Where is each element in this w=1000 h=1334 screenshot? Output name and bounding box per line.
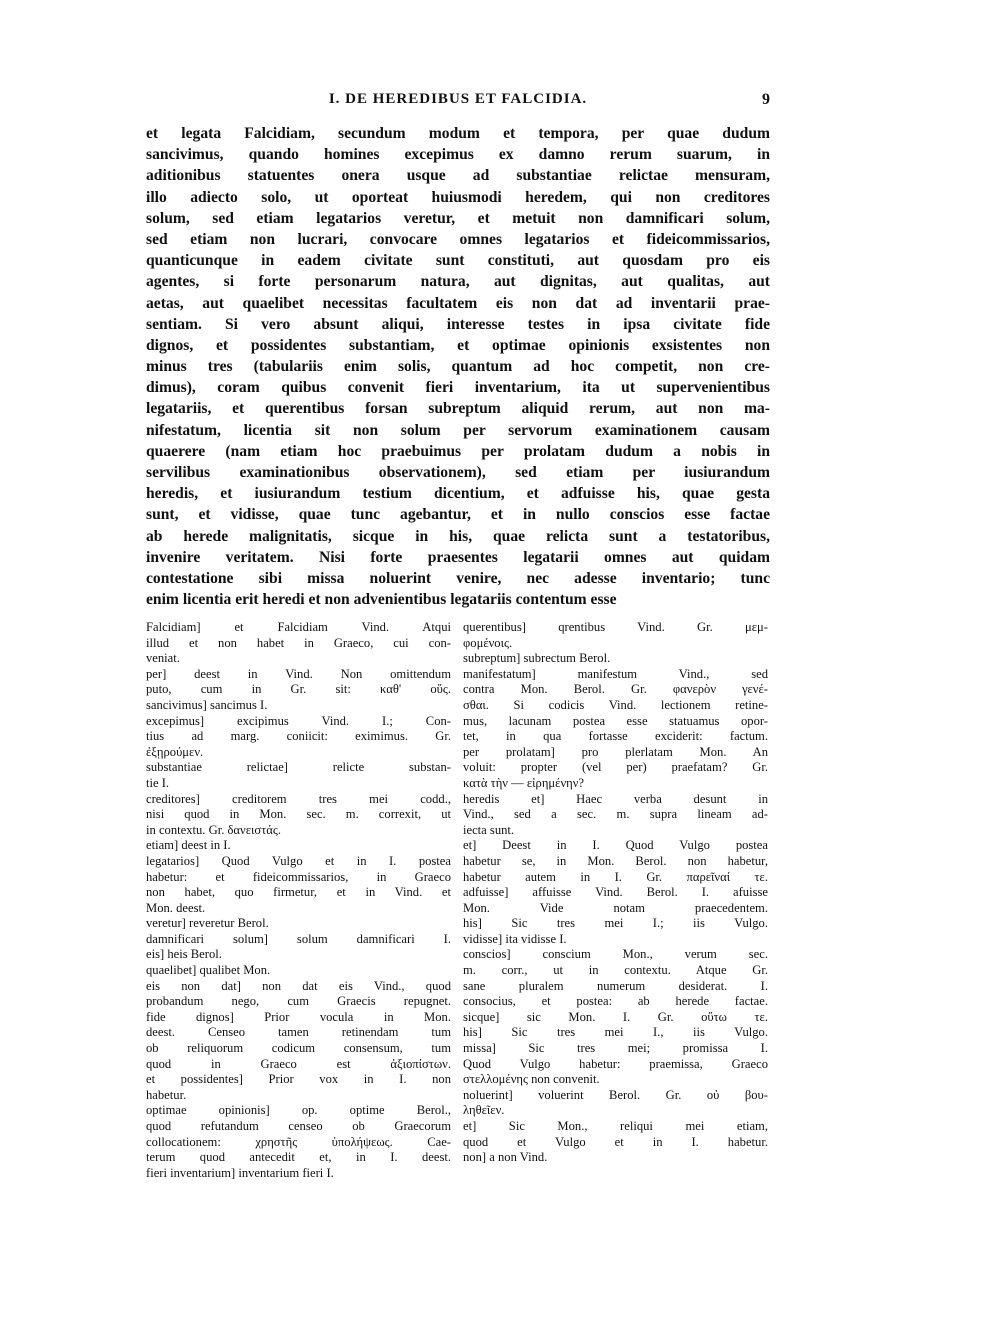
footnote-line: et] Deest in I. Quod Vulgo postea [463,838,768,853]
footnote-line: vidisse] ita vidisse I. [463,931,567,946]
text-line: quaerere (nam etiam hoc praebuimus per prolatam dudum a nobis in [146,442,770,460]
footnote-line: missa] Sic tres mei; promissa I. [463,1041,768,1056]
footnote-line: iecta sunt. [463,822,515,837]
text-line: enim licentia erit heredi et non advenientibus legatariis contentum esse [146,591,617,609]
footnote-line: in contextu. Gr. δανειστάς. [146,822,281,837]
text-line: nifestatum, licentia sit non solum per servorum examinationem causam [146,421,770,439]
text-line: agentes, si forte personarum natura, aut dignitas, aut qualitas, aut [146,273,770,291]
footnote-line: et possidentes] Prior vox in I. non [146,1072,451,1087]
footnote-line: Falcidiam] et Falcidiam Vind. Atqui [146,620,451,634]
text-line: minus tres (tabulariis enim solis, quantum ad hoc competit, non cre- [146,358,770,376]
text-line: contestatione sibi missa noluerint venire, nec adesse inventario; tunc [146,569,770,587]
footnote-line: quod et Vulgo et in I. habetur. [463,1134,768,1149]
main-text-block [146,123,770,610]
footnotes-left-column [146,620,451,1181]
footnote-line: Quod Vulgo habetur: praemissa, Graeco [463,1056,768,1071]
footnote-line: noluerint] voluerint Berol. Gr. οὐ βου- [463,1087,768,1102]
footnote-line: φομένοις. [463,635,513,650]
footnotes-right-column [463,620,768,1166]
text-line: ab herede malignitatis, sicque in his, quae relicta sunt a testatoribus, [146,527,770,545]
footnote-line: optimae opinionis] op. optime Berol., [146,1103,451,1118]
footnote-line: collocationem: χρηστῆς ὑπολήψεως. Cae- [146,1134,451,1149]
footnote-line: σθαι. Si codicis Vind. lectionem retine- [463,697,768,712]
footnote-line: tet, in qua fortasse exciderit: factum. [463,729,768,744]
footnote-line: sicque] sic Mon. I. Gr. οὕτω τε. [463,1009,768,1024]
text-line: solum, sed etiam legatarios veretur, et metuit non damnificari solum, [146,209,770,227]
footnote-line: legatarios] Quod Vulgo et in I. postea [146,853,451,868]
footnote-line: manifestatum] manifestum Vind., sed [463,666,768,681]
text-line: legatariis, et querentibus forsan subreptum aliquid rerum, aut non ma- [146,400,770,418]
footnote-line: contra Mon. Berol. Gr. φανερὸν γενέ- [463,682,768,697]
footnote-line: per prolatam] pro plerlatam Mon. An [463,744,768,759]
footnote-line: sane pluralem numerum desiderat. I. [463,978,768,993]
footnote-line: creditores] creditorem tres mei codd., [146,791,451,806]
footnote-line: consocius, et postea: ab herede factae. [463,994,768,1009]
footnote-line: eis] heis Berol. [146,947,222,962]
footnote-line: quod refutandum censeo ob Graecorum [146,1119,451,1133]
footnote-line: puto, cum in Gr. sit: καθ' οὕς. [146,682,451,697]
text-line: aetas, aut quaelibet necessitas facultatem eis non dat ad inventarii prae- [146,294,770,312]
footnote-line: conscios] conscium Mon., verum sec. [463,947,768,962]
footnote-line: ἐξῃρούμεν. [146,744,204,759]
footnote-line: probandum nego, cum Graecis repugnet. [146,994,451,1009]
running-head-title: I. DE HEREDIBUS ET FALCIDIA. [328,91,588,107]
text-line: illo adiecto solo, ut oporteat huiusmodi heredem, qui non creditores [146,188,770,206]
footnote-line: veretur] reveretur Berol. [146,916,269,931]
footnote-line: deest. Censeo tamen retinendam tum [146,1025,451,1040]
footnote-line: quaelibet] qualibet Mon. [146,963,271,978]
text-line: dimus), coram quibus convenit fieri inventarium, ita ut supervenientibus [146,379,770,397]
footnote-line: mus, lacunam postea esse statuamus opor- [463,713,768,728]
text-line: sentiam. Si vero absunt aliqui, interesse testes in ipsa civitate fide [146,315,770,333]
footnote-line: his] Sic tres mei I.; iis Vulgo. [463,916,768,931]
text-line: servilibus examinationibus observationem), sed etiam per iusiurandum [146,464,770,481]
footnote-line: Mon. Vide notam praecedentem. [463,900,768,915]
footnote-line: per] deest in Vind. Non omittendum [146,666,451,681]
footnote-line: Mon. deest. [146,900,206,915]
footnote-line: κατὰ τὴν — εἰρημένην? [463,775,585,790]
footnote-line: etiam] deest in I. [146,838,231,853]
text-line: sed etiam non lucrari, convocare omnes legatarios et fideicommissarios, [146,230,770,248]
page-number: 9 [762,91,770,108]
text-line: aditionibus statuentes onera usque ad substantiae relictae mensuram, [146,167,770,185]
footnote-line: στελλομένης non convenit. [463,1072,600,1087]
footnote-line: adfuisse] affuisse Vind. Berol. I. afuisse [463,885,768,900]
text-line: dignos, et possidentes substantiam, et optimae opinionis exsistentes non [146,336,770,354]
footnote-line: ob reliquorum codicum consensum, tum [146,1041,451,1056]
footnote-line: tie I. [146,775,170,790]
text-line: sunt, et vidisse, quae tunc agebantur, et in nullo conscios esse factae [146,506,770,524]
footnote-line: m. corr., ut in contextu. Atque Gr. [463,963,768,978]
footnote-line: substantiae relictae] relicte substan- [146,760,451,775]
footnote-line: subreptum] subrectum Berol. [463,651,611,666]
footnote-line: illud et non habet in Graeco, cui con- [146,635,451,650]
footnote-line: damnificari solum] solum damnificari I. [146,931,451,946]
footnote-line: heredis et] Haec verba desunt in [463,791,768,806]
footnote-line: voluit: propter (vel per) praefatam? Gr. [463,760,768,775]
footnote-line: his] Sic tres mei I., iis Vulgo. [463,1025,768,1040]
text-line: quanticunque in eadem civitate sunt constituti, aut quosdam pro eis [146,252,770,270]
footnote-line: et] Sic Mon., reliqui mei etiam, [463,1119,768,1133]
footnote-line: excepimus] excipimus Vind. I.; Con- [146,713,451,728]
text-line: et legata Falcidiam, secundum modum et tempora, per quae dudum [146,125,770,142]
text-line: heredis, et iusiurandum testium dicentium, et adfuisse his, quae gesta [146,485,770,503]
running-head [146,91,770,111]
footnote-line: eis non dat] non dat eis Vind., quod [146,978,451,993]
footnote-line: non habet, quo firmetur, et in Vind. et [146,885,451,900]
footnote-line: sancivimus] sancimus I. [146,697,268,712]
footnote-line: fieri inventarium] inventarium fieri I. [146,1165,334,1180]
footnote-line: tius ad marg. coniicit: eximimus. Gr. [146,729,451,744]
text-line: invenire veritatem. Nisi forte praesentes legatarii omnes aut quidam [146,548,770,566]
footnote-line: Vind., sed a sec. m. supra lineam ad- [463,807,768,822]
footnote-line: nisi quod in Mon. sec. m. correxit, ut [146,807,451,822]
footnote-line: querentibus] qrentibus Vind. Gr. μεμ- [463,620,768,634]
footnote-line: non] a non Vind. [463,1150,548,1165]
footnote-line: quod in Graeco est ἀξιοπίστων. [146,1056,451,1071]
footnote-line: habetur. [146,1087,187,1102]
footnote-line: fide dignos] Prior vocula in Mon. [146,1009,451,1024]
footnote-line: terum quod antecedit et, in I. deest. [146,1150,451,1165]
text-line: sancivimus, quando homines excepimus ex damno rerum suarum, in [146,146,770,164]
footnote-line: habetur autem in I. Gr. παρεῖναί τε. [463,869,768,884]
footnote-line: habetur: et fideicommissarios, in Graeco [146,869,451,884]
footnote-line: veniat. [146,651,180,666]
footnote-line: ληθεῖεν. [463,1103,505,1118]
footnote-line: habetur se, in Mon. Berol. non habetur, [463,853,768,868]
